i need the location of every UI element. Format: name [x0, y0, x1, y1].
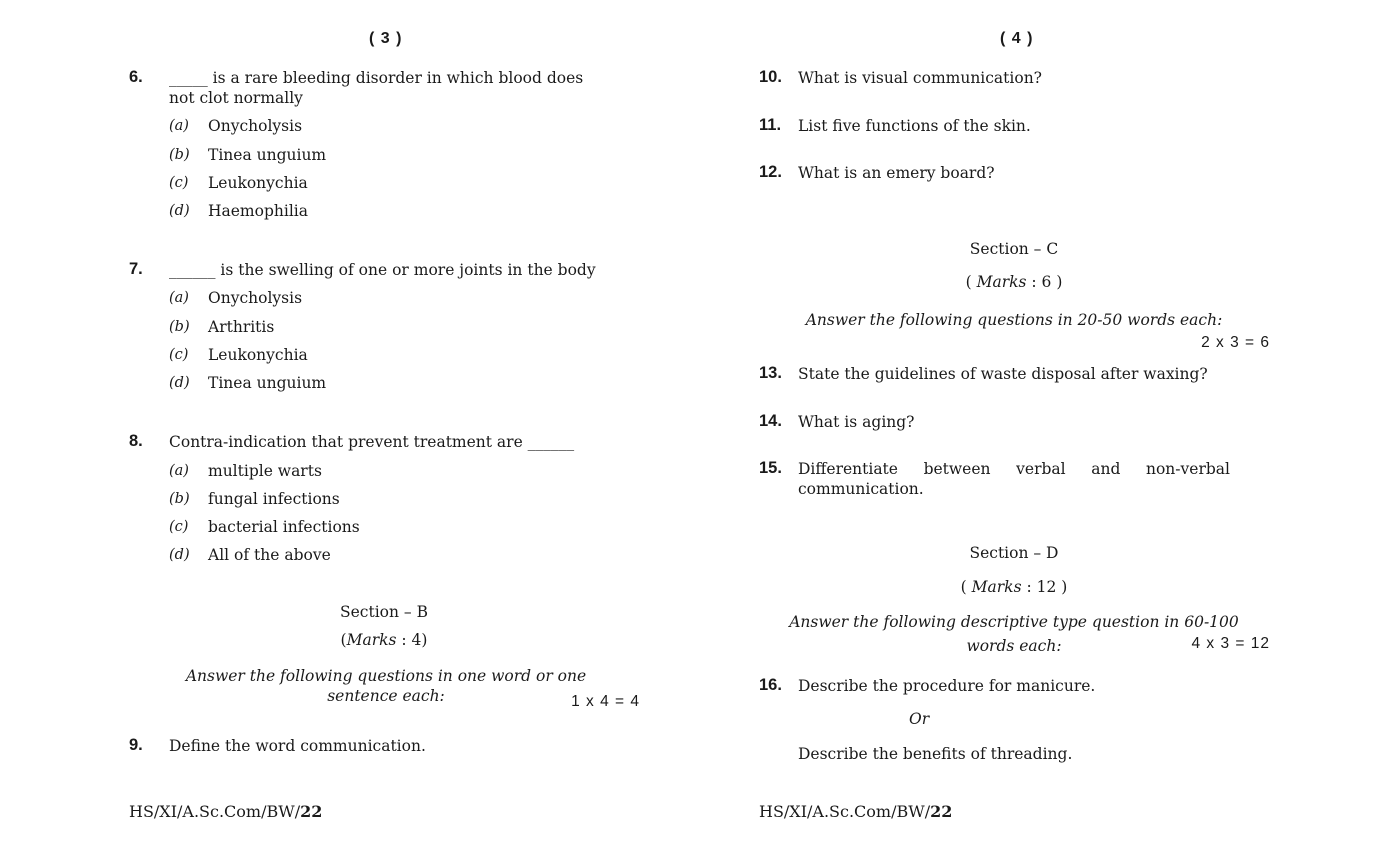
option-text: Haemophilia [208, 202, 308, 220]
option-label: (c) [169, 347, 189, 363]
question-text: State the guidelines of waste disposal after waxing? [798, 365, 1208, 383]
marks-scheme: 2 x 3 = 6 [1201, 334, 1270, 351]
question-text: ______ is the swelling of one or more joints in the body [169, 261, 596, 279]
marks-value: : 12 ) [1021, 578, 1068, 596]
option-text: bacterial infections [208, 518, 360, 536]
question-number: 11. [759, 116, 782, 134]
question-text: Define the word communication. [169, 737, 426, 755]
option-text: All of the above [208, 546, 331, 564]
question-number: 16. [759, 676, 782, 694]
paper-year: 22 [300, 802, 323, 821]
option-text: fungal infections [208, 490, 340, 508]
section-instruction: Answer the following questions in one word or one [185, 667, 587, 685]
question-number: 15. [759, 459, 782, 477]
section-title: Section – B [340, 603, 428, 621]
option-label: (c) [169, 519, 189, 535]
option-text: Arthritis [208, 318, 275, 336]
option-text: Tinea unguium [208, 374, 327, 392]
question-text: Differentiate between verbal and non-verbal [798, 460, 1230, 478]
question-text: communication. [798, 480, 924, 498]
paper-year: 22 [930, 802, 953, 821]
question-text: Contra-indication that prevent treatment are ______ [169, 433, 575, 451]
marks-word: Marks [976, 273, 1027, 291]
question-text: What is visual communication? [798, 69, 1042, 87]
question-number: 9. [129, 736, 143, 754]
marks-word: Marks [971, 578, 1022, 596]
option-label: (a) [169, 290, 189, 306]
question-number: 14. [759, 412, 782, 430]
marks-scheme: 1 x 4 = 4 [571, 693, 640, 710]
question-text: Describe the procedure for manicure. [798, 677, 1096, 695]
question-text: What is an emery board? [798, 164, 995, 182]
question-text: List five functions of the skin. [798, 117, 1031, 135]
question-number: 12. [759, 163, 782, 181]
option-label: (b) [169, 147, 190, 163]
marks-scheme: 4 x 3 = 12 [1191, 635, 1270, 652]
section-instruction: Answer the following questions in 20-50 words each: [805, 311, 1223, 329]
section-instruction: Answer the following descriptive type question in 60-100 [789, 613, 1239, 631]
option-text: Tinea unguium [208, 146, 327, 164]
page-number: ( 3 ) [369, 30, 403, 47]
section-marks [914, 578, 1114, 596]
question-number: 7. [129, 260, 143, 278]
option-label: (b) [169, 319, 190, 335]
question-text: _____ is a rare bleeding disorder in which blood does [169, 69, 584, 87]
paper-code: HS/XI/A.Sc.Com/BW/ [129, 802, 301, 821]
section-instruction: sentence each: [327, 687, 445, 705]
option-text: Leukonychia [208, 174, 308, 192]
option-text: Onycholysis [208, 289, 303, 307]
section-title: Section – C [969, 240, 1059, 258]
question-text: What is aging? [798, 413, 915, 431]
option-label: (d) [169, 547, 190, 563]
marks-open: ( [965, 273, 977, 291]
section-marks [914, 273, 1114, 291]
marks-word: Marks [346, 631, 397, 649]
question-number: 8. [129, 432, 143, 450]
paper-code-footer [129, 802, 322, 821]
paper-code: HS/XI/A.Sc.Com/BW/ [759, 802, 931, 821]
section-instruction: words each: [966, 637, 1062, 655]
section-marks [284, 631, 484, 649]
option-label: (c) [169, 175, 189, 191]
option-label: (b) [169, 491, 190, 507]
marks-open: ( [960, 578, 972, 596]
question-number: 13. [759, 364, 782, 382]
option-label: (d) [169, 203, 190, 219]
option-text: multiple warts [208, 462, 322, 480]
option-label: (d) [169, 375, 190, 391]
option-text: Leukonychia [208, 346, 308, 364]
paper-code-footer [759, 802, 952, 821]
section-title: Section – D [969, 544, 1059, 562]
option-text: Onycholysis [208, 117, 303, 135]
question-number: 10. [759, 68, 782, 86]
marks-value: : 4) [396, 631, 428, 649]
or-separator: Or [909, 710, 930, 728]
question-text: not clot normally [169, 89, 303, 107]
marks-value: : 6 ) [1026, 273, 1063, 291]
option-label: (a) [169, 463, 189, 479]
question-number: 6. [129, 68, 143, 86]
question-text-alternative: Describe the benefits of threading. [798, 745, 1073, 763]
option-label: (a) [169, 118, 189, 134]
page-number: ( 4 ) [1000, 30, 1034, 47]
marks-open: ( [340, 631, 347, 649]
